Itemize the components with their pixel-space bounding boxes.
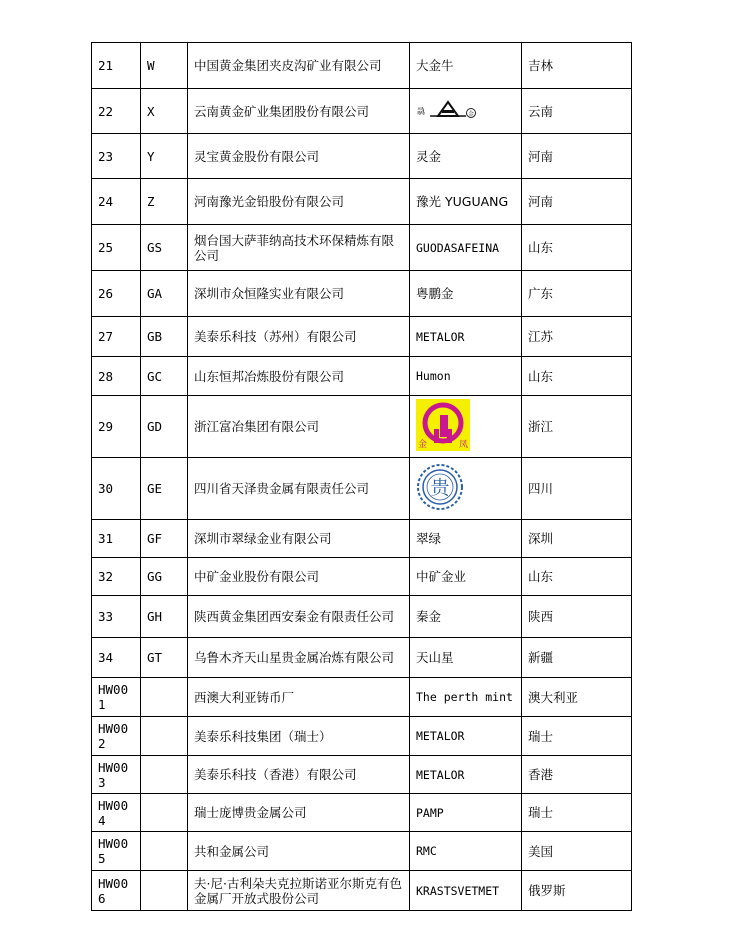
table-row: [92, 871, 632, 911]
svg-text:金: 金: [468, 110, 475, 118]
brand-text: METALOR: [416, 767, 465, 782]
table-row: [92, 225, 632, 271]
row-number: 28: [92, 357, 141, 396]
company-code: [141, 756, 188, 794]
brand-name: [410, 396, 522, 458]
row-number: 33: [92, 596, 141, 638]
brand-name: [410, 832, 522, 871]
region: 河南: [522, 179, 632, 225]
company-name: 西澳大利亚铸币厂: [188, 678, 410, 717]
brand-text: 中矿金业: [416, 569, 467, 584]
company-name: 美泰乐科技集团（瑞士）: [188, 717, 410, 756]
brand-text: RMC: [416, 844, 437, 858]
brand-name: [410, 678, 522, 717]
triangle-emblem-logo: [416, 99, 480, 124]
company-code: [141, 832, 188, 871]
company-name: 美泰乐科技（苏州）有限公司: [188, 317, 410, 357]
company-name: 山东恒邦冶炼股份有限公司: [188, 357, 410, 396]
brand-text: KRASTSVETMET: [416, 883, 500, 898]
table-row: [92, 558, 632, 596]
brand-name: [410, 794, 522, 832]
row-number: HW002: [92, 717, 141, 756]
brand-name: [410, 357, 522, 396]
table-row: [92, 638, 632, 678]
company-name: 灵宝黄金股份有限公司: [188, 134, 410, 179]
brand-name: [410, 43, 522, 89]
brand-text: 天山星: [416, 650, 454, 665]
row-number: 34: [92, 638, 141, 678]
region: 澳大利亚: [522, 678, 632, 717]
company-name: 深圳市翠绿金业有限公司: [188, 520, 410, 558]
company-code: GD: [141, 396, 188, 458]
company-name: 共和金属公司: [188, 832, 410, 871]
company-name: 乌鲁木齐天山星贵金属冶炼有限公司: [188, 638, 410, 678]
refinery-table: [91, 42, 632, 911]
brand-text: PAMP: [416, 805, 444, 820]
company-code: GF: [141, 520, 188, 558]
table-row: [92, 89, 632, 134]
brand-text: Humon: [416, 369, 451, 383]
company-name: 烟台国大萨菲纳高技术环保精炼有限公司: [188, 225, 410, 271]
brand-name: [410, 638, 522, 678]
table-row: [92, 756, 632, 794]
region: 河南: [522, 134, 632, 179]
brand-name: [410, 458, 522, 520]
region: 深圳: [522, 520, 632, 558]
company-code: GB: [141, 317, 188, 357]
brand-text: 粤鹏金: [416, 286, 454, 301]
table-row: [92, 678, 632, 717]
region: 四川: [522, 458, 632, 520]
row-number: HW004: [92, 794, 141, 832]
company-code: Z: [141, 179, 188, 225]
brand-text: The perth mint: [416, 690, 513, 704]
company-code: GS: [141, 225, 188, 271]
table-row: [92, 458, 632, 520]
row-number: HW006: [92, 871, 141, 911]
company-code: X: [141, 89, 188, 134]
brand-text: 灵金: [416, 148, 442, 164]
row-number: 26: [92, 271, 141, 317]
company-name: 瑞士庞博贵金属公司: [188, 794, 410, 832]
company-code: GE: [141, 458, 188, 520]
svg-text:凤: 凤: [459, 440, 469, 450]
company-code: Y: [141, 134, 188, 179]
company-name: 云南黄金矿业集团股份有限公司: [188, 89, 410, 134]
region: 山东: [522, 558, 632, 596]
region: 俄罗斯: [522, 871, 632, 911]
company-code: GG: [141, 558, 188, 596]
brand-name: [410, 520, 522, 558]
region: 新疆: [522, 638, 632, 678]
company-code: [141, 717, 188, 756]
company-code: [141, 794, 188, 832]
row-number: 24: [92, 179, 141, 225]
table-row: [92, 794, 632, 832]
row-number: 30: [92, 458, 141, 520]
region: 吉林: [522, 43, 632, 89]
brand-name: [410, 871, 522, 911]
brand-name: [410, 317, 522, 357]
brand-name: [410, 271, 522, 317]
company-name: 四川省天泽贵金属有限责任公司: [188, 458, 410, 520]
company-name: 陕西黄金集团西安秦金有限责任公司: [188, 596, 410, 638]
region: 江苏: [522, 317, 632, 357]
company-code: GT: [141, 638, 188, 678]
company-code: GA: [141, 271, 188, 317]
table-row: [92, 43, 632, 89]
brand-text: METALOR: [416, 729, 465, 743]
row-number: 32: [92, 558, 141, 596]
svg-text:贵: 贵: [430, 477, 450, 499]
brand-name: [410, 134, 522, 179]
company-code: GC: [141, 357, 188, 396]
region: 山东: [522, 357, 632, 396]
table-row: [92, 596, 632, 638]
jin-feng-logo: [416, 399, 470, 454]
row-number: 21: [92, 43, 141, 89]
brand-name: [410, 179, 522, 225]
row-number: HW003: [92, 756, 141, 794]
region: 陕西: [522, 596, 632, 638]
gui-seal-logo: [416, 463, 464, 514]
table-row: [92, 832, 632, 871]
svg-text:骉: 骉: [417, 106, 425, 116]
brand-name: [410, 225, 522, 271]
company-name: 浙江富冶集团有限公司: [188, 396, 410, 458]
region: 香港: [522, 756, 632, 794]
company-name: 深圳市众恒隆实业有限公司: [188, 271, 410, 317]
table-row: [92, 134, 632, 179]
row-number: 23: [92, 134, 141, 179]
row-number: 22: [92, 89, 141, 134]
table-row: [92, 717, 632, 756]
brand-text: 翠绿: [416, 531, 442, 546]
brand-text: GUODASAFEINA: [416, 240, 500, 255]
company-name: 中矿金业股份有限公司: [188, 558, 410, 596]
company-code: W: [141, 43, 188, 89]
brand-name: [410, 89, 522, 134]
region: 山东: [522, 225, 632, 271]
table-row: [92, 271, 632, 317]
brand-name: [410, 717, 522, 756]
region: 美国: [522, 832, 632, 871]
table-row: [92, 520, 632, 558]
region: 云南: [522, 89, 632, 134]
brand-name: [410, 596, 522, 638]
brand-name: [410, 558, 522, 596]
row-number: 31: [92, 520, 141, 558]
table-row: [92, 357, 632, 396]
company-name: 河南豫光金铅股份有限公司: [188, 179, 410, 225]
row-number: 25: [92, 225, 141, 271]
company-code: [141, 871, 188, 911]
company-name: 美泰乐科技（香港）有限公司: [188, 756, 410, 794]
region: 瑞士: [522, 717, 632, 756]
company-name: 夫·尼·古利朵夫克拉斯诺亚尔斯克有色金属厂开放式股份公司: [188, 871, 410, 911]
table-row: [92, 317, 632, 357]
row-number: HW005: [92, 832, 141, 871]
table-row: [92, 179, 632, 225]
company-code: [141, 678, 188, 717]
company-code: GH: [141, 596, 188, 638]
brand-name: [410, 756, 522, 794]
brand-text: 秦金: [416, 609, 442, 624]
svg-text:金: 金: [418, 440, 428, 450]
company-name: 中国黄金集团夹皮沟矿业有限公司: [188, 43, 410, 89]
region: 浙江: [522, 396, 632, 458]
region: 瑞士: [522, 794, 632, 832]
brand-text: METALOR: [416, 329, 465, 344]
brand-text: 豫光 YUGUANG: [416, 194, 509, 209]
table-body: [92, 43, 632, 911]
table-row: [92, 396, 632, 458]
region: 广东: [522, 271, 632, 317]
brand-text: 大金牛: [416, 58, 454, 73]
row-number: HW001: [92, 678, 141, 717]
row-number: 27: [92, 317, 141, 357]
row-number: 29: [92, 396, 141, 458]
